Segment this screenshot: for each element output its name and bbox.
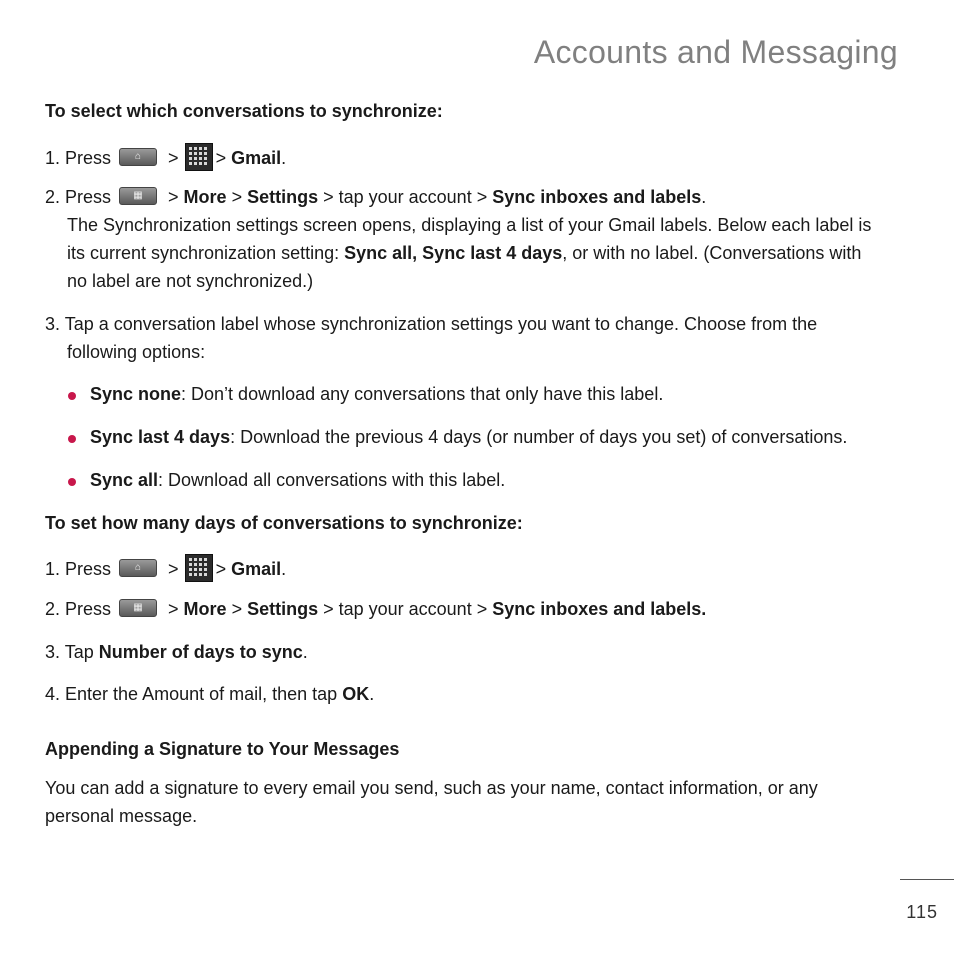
- section-heading-select-conversations: To select which conversations to synchronize:: [45, 101, 443, 121]
- period: .: [281, 147, 287, 168]
- instruction-text: tap your account: [338, 187, 472, 207]
- separator: >: [215, 558, 227, 579]
- s2-step3: [45, 642, 308, 663]
- gmail-label: Gmail: [231, 147, 282, 168]
- bullet-term: Sync none: [90, 384, 182, 404]
- apps-grid-icon: [185, 554, 213, 582]
- s2-step2: 2. Press ▦ > More > Settings > tap your account > Sync inboxes and labels.: [45, 599, 707, 619]
- step-number: 1. Press: [45, 558, 112, 579]
- step-number: 1. Press: [45, 147, 112, 168]
- step-number: 2. Press: [45, 187, 112, 207]
- s1-step1: [45, 145, 286, 173]
- settings-label: Settings: [247, 599, 319, 619]
- bullet-icon: [68, 392, 76, 400]
- s1-step2: 2. Press ▦ > More > Settings > tap your account > Sync inboxes and labels.: [45, 187, 707, 207]
- signature-paragraph-line2: personal message.: [45, 806, 198, 826]
- separator: >: [168, 558, 179, 579]
- s1-step3-line2: following options:: [67, 342, 206, 362]
- period: .: [281, 558, 287, 579]
- bullet-icon: [68, 478, 76, 486]
- separator: >: [168, 147, 179, 168]
- bullet-item-sync-none: [90, 384, 663, 405]
- text: 4. Enter the Amount of mail, then tap: [45, 684, 343, 704]
- s2-step4: [45, 684, 374, 705]
- sync-inboxes-label: Sync inboxes and labels.: [492, 599, 707, 619]
- step-number: 2. Press: [45, 599, 112, 619]
- bullet-item-sync-all: [90, 470, 505, 491]
- instruction-text: tap your account: [338, 599, 472, 619]
- text: 3. Tap: [45, 642, 99, 662]
- s2-step1: [45, 556, 286, 584]
- bullet-text: : Download all conversations with this label.: [158, 470, 506, 490]
- home-key-icon: ⌂: [119, 559, 157, 577]
- bullet-item-sync-last-4-days: [90, 427, 847, 448]
- separator: >: [215, 147, 227, 168]
- s1-step3-line1: 3. Tap a conversation label whose synchronization settings you want to change. Choose from the: [45, 314, 818, 334]
- period: .: [302, 642, 308, 662]
- bullet-term: Sync last 4 days: [90, 427, 231, 447]
- footer-rule: [900, 879, 954, 880]
- text: its current synchronization setting:: [67, 243, 345, 263]
- s1-step2-line2: The Synchronization settings screen opens, displaying a list of your Gmail labels. Below each label is: [67, 215, 872, 235]
- sync-options-label: Sync all, Sync last 4 days: [344, 243, 563, 263]
- section-heading-signature: Appending a Signature to Your Messages: [45, 739, 400, 759]
- gmail-label: Gmail: [231, 558, 282, 579]
- apps-grid-icon: [185, 143, 213, 171]
- menu-key-icon: ▦: [119, 599, 157, 617]
- settings-label: Settings: [247, 187, 319, 207]
- period: .: [369, 684, 375, 704]
- s1-step2-line3: [67, 243, 861, 264]
- number-of-days-label: Number of days to sync: [98, 642, 303, 662]
- text: , or with no label. (Conversations with: [562, 243, 862, 263]
- ok-label: OK: [342, 684, 370, 704]
- page-title: Accounts and Messaging: [533, 34, 898, 70]
- period: .: [701, 187, 707, 207]
- bullet-icon: [68, 435, 76, 443]
- bullet-text: : Don’t download any conversations that only have this label.: [181, 384, 664, 404]
- home-key-icon: ⌂: [119, 148, 157, 166]
- page-number: 115: [906, 902, 938, 922]
- s1-step2-line4: no label are not synchronized.): [67, 271, 314, 291]
- signature-paragraph-line1: You can add a signature to every email you send, such as your name, contact information, or any: [45, 778, 818, 798]
- menu-key-icon: ▦: [119, 187, 157, 205]
- bullet-term: Sync all: [90, 470, 159, 490]
- more-label: More: [183, 187, 227, 207]
- section-heading-days-to-sync: To set how many days of conversations to synchronize:: [45, 513, 523, 533]
- more-label: More: [183, 599, 227, 619]
- bullet-text: : Download the previous 4 days (or number of days you set) of conversations.: [230, 427, 848, 447]
- sync-inboxes-label: Sync inboxes and labels: [492, 187, 702, 207]
